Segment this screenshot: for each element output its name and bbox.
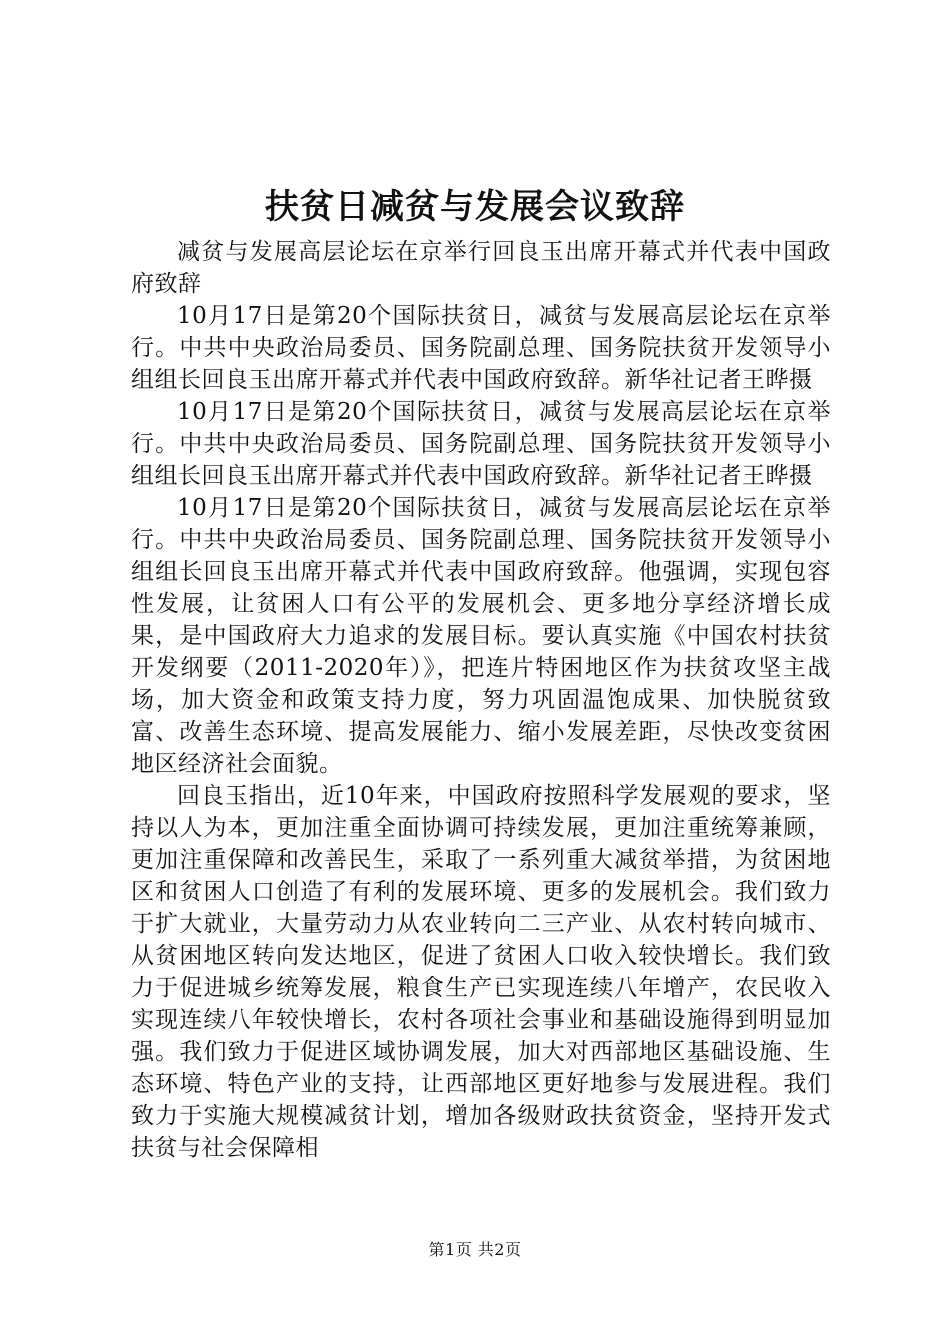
paragraph-subtitle: 减贫与发展高层论坛在京举行回良玉出席开幕式并代表中国政府致辞 — [131, 239, 831, 297]
paragraph-photo-caption-1: 10月17日是第20个国际扶贫日，减贫与发展高层论坛在京举行。中共中央政治局委员、国务院副总理、国务院扶贫开发领导小组组长回良玉出席开幕式并代表中国政府致辞。新华社记者王晔摄 — [131, 303, 831, 393]
paragraph-photo-caption-2: 10月17日是第20个国际扶贫日，减贫与发展高层论坛在京举行。中共中央政治局委员、国务院副总理、国务院扶贫开发领导小组组长回良玉出席开幕式并代表中国政府致辞。新华社记者王晔摄 — [131, 399, 831, 489]
document-title: 扶贫日减贫与发展会议致辞 — [265, 187, 685, 227]
paragraph-achievements: 回良玉指出，近10年来，中国政府按照科学发展观的要求，坚持以人为本，更加注重全面协调可持续发展，更加注重统筹兼顾，更加注重保障和改善民生，采取了一系列重大减贫举措，为贫困地区和贫困人口创造了有利的发展环境、更多的发展机会。我们致力于扩大就业，大量劳动力从农业转向二三产业、从农村转向城市、从贫困地区转向发达地区，促进了贫困人口收入较快增长。我们致力于促进城乡统筹发展，粮食生产已实现连续八年增产，农民收入实现连续八年较快增长，农村各项社会事业和基础设施得到明显加强。我们致力于促进区域协调发展，加大对西部地区基础设施、生态环境、特色产业的支持，让西部地区更好地参与发展进程。我们致力于实施大规模减贫计划，增加各级财政扶贫资金，坚持开发式扶贫与社会保障相 — [131, 783, 831, 1161]
paragraph-speech-summary: 10月17日是第20个国际扶贫日，减贫与发展高层论坛在京举行。中共中央政治局委员、国务院副总理、国务院扶贫开发领导小组组长回良玉出席开幕式并代表中国政府致辞。他强调，实现包容性发展，让贫困人口有公平的发展机会、更多地分享经济增长成果，是中国政府大力追求的发展目标。要认真实施《中国农村扶贫开发纲要（2011-2020年）》，把连片特困地区作为扶贫攻坚主战场，加大资金和政策支持力度，努力巩固温饱成果、加快脱贫致富、改善生态环境、提高发展能力、缩小发展差距，尽快改变贫困地区经济社会面貌。 — [131, 495, 831, 777]
document-body — [131, 236, 831, 1164]
page-number-footer: 第1页 共2页 — [428, 1240, 522, 1259]
